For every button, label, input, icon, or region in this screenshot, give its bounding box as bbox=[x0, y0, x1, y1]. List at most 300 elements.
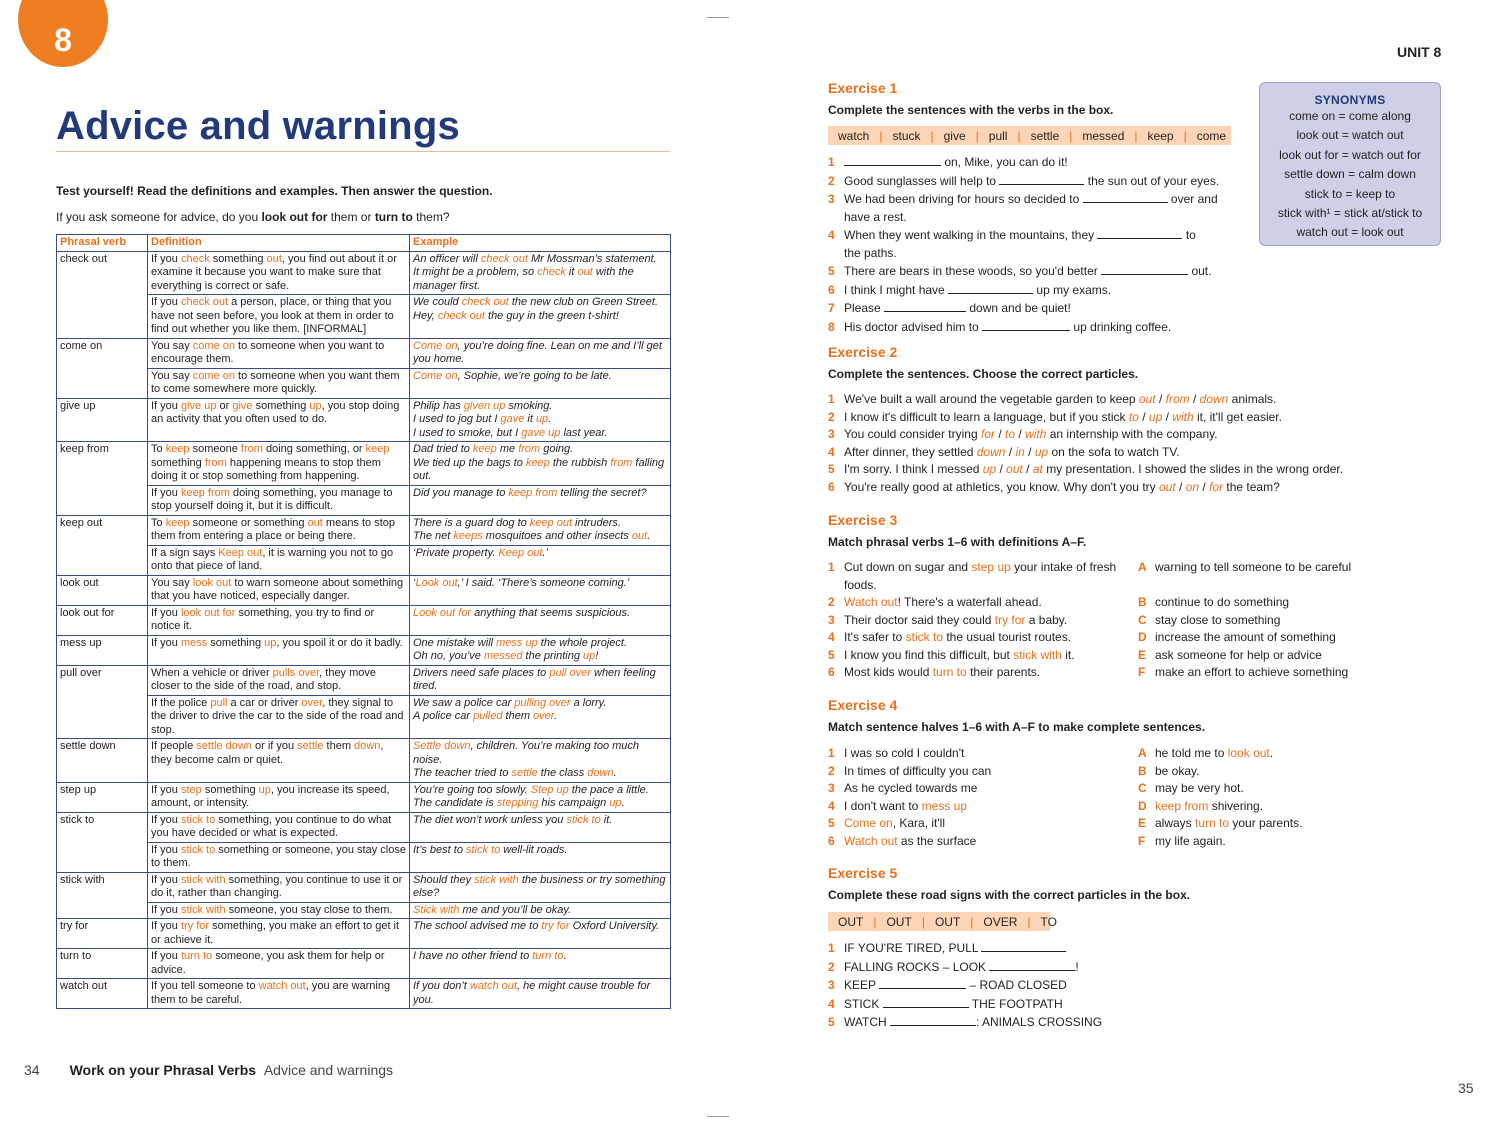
phrasal-verb-table bbox=[56, 234, 671, 1009]
list-item bbox=[828, 559, 1116, 577]
answer-blank[interactable] bbox=[883, 995, 969, 1008]
book-title: Work on your Phrasal Verbs bbox=[69, 1062, 257, 1078]
item-text: animals. bbox=[1228, 392, 1277, 406]
definition-cell: You say look out to warn someone about something that you have noticed, especially danger. bbox=[148, 575, 410, 605]
example-cell: There is a guard dog to keep out intruders. The net keeps mosquitoes and other insects out. bbox=[410, 515, 671, 545]
list-item bbox=[828, 444, 1343, 462]
item-number: 1 bbox=[828, 155, 835, 169]
table-row bbox=[57, 739, 671, 783]
item-text: a baby. bbox=[1025, 612, 1068, 627]
item-number: 5 bbox=[828, 1015, 835, 1029]
box-separator: | bbox=[1183, 128, 1187, 143]
definition-cell: If you stick with something, you continue to use it or do it, rather than changing. bbox=[148, 872, 410, 902]
verb-cell: step up bbox=[57, 782, 148, 812]
item-text: There are bears in these woods, so you'd better bbox=[844, 264, 1102, 278]
definition-item bbox=[1138, 629, 1351, 647]
item-number: 5 bbox=[828, 264, 835, 278]
particle-option[interactable]: out bbox=[1138, 392, 1156, 406]
item-text: His doctor advised him to bbox=[844, 319, 983, 334]
highlighted-phrase: turn to bbox=[932, 665, 967, 679]
sentence-half bbox=[1138, 745, 1302, 763]
box-separator: | bbox=[1017, 128, 1021, 143]
item-text: your intake of fresh bbox=[1010, 560, 1117, 574]
example-cell: One mistake will mess up the whole project. Oh no, you’ve messed the printing up! bbox=[410, 635, 671, 665]
item-text: Please bbox=[844, 301, 885, 315]
verb-cell: check out bbox=[57, 251, 148, 295]
verb-cell: settle down bbox=[57, 739, 148, 783]
item-number: 2 bbox=[828, 173, 835, 188]
item-text: the paths. bbox=[844, 245, 897, 260]
highlighted-phrase: stick to bbox=[905, 630, 943, 644]
item-text: – ROAD CLOSED bbox=[966, 978, 1067, 992]
option-separator: / bbox=[1005, 444, 1016, 459]
definition-cell: To keep someone or something out means to stop them from entering a place or being there. bbox=[148, 515, 410, 545]
item-number: 1 bbox=[828, 746, 835, 760]
test-question: If you ask someone for advice, do you look out for them or turn to them? bbox=[56, 210, 450, 224]
example-cell: Should they stick with the business or try something else? bbox=[410, 872, 671, 902]
item-number: 4 bbox=[828, 444, 835, 459]
list-item bbox=[828, 391, 1343, 409]
item-letter: D bbox=[1138, 630, 1147, 644]
highlighted-phrase: step up bbox=[971, 560, 1011, 574]
definition-cell: If you check out a person, place, or thing that you have not seen before, you look at them in order to find out whether you like them. [INFORMAL] bbox=[148, 295, 410, 339]
list-item bbox=[828, 409, 1343, 427]
item-number: 2 bbox=[828, 959, 835, 974]
item-text: As he cycled towards me bbox=[844, 781, 978, 795]
crop-mark bbox=[707, 1116, 729, 1117]
table-row bbox=[57, 398, 671, 442]
item-number: 3 bbox=[828, 192, 835, 206]
item-text: I know it's difficult to learn a language, but if you stick bbox=[844, 409, 1129, 424]
option-separator: / bbox=[1175, 479, 1186, 494]
item-letter: A bbox=[1138, 746, 1147, 760]
word-box bbox=[828, 126, 1231, 145]
item-letter: C bbox=[1138, 781, 1147, 795]
answer-blank[interactable] bbox=[981, 939, 1066, 952]
list-item bbox=[828, 745, 991, 763]
exercise-2-items bbox=[828, 391, 1343, 496]
definition-cell: If you check something out, you find out about it or examine it because you want to make sure that everything is correct or safe. bbox=[148, 251, 410, 295]
particle-option[interactable]: up bbox=[1148, 409, 1163, 424]
exercise-1-instruction: Complete the sentences with the verbs in the box. bbox=[828, 103, 1114, 117]
item-text: : ANIMALS CROSSING bbox=[976, 1015, 1103, 1029]
list-item bbox=[828, 577, 1116, 595]
item-text: ask someone for help or advice bbox=[1155, 647, 1322, 662]
item-text: When they went walking in the mountains, they bbox=[844, 228, 1098, 242]
item-text: continue to do something bbox=[1155, 595, 1290, 609]
definition-item bbox=[1138, 612, 1351, 630]
example-cell: Settle down, children. You’re making too much noise. The teacher tried to settle the class down. bbox=[410, 739, 671, 783]
list-item bbox=[828, 629, 1116, 647]
example-cell: It’s best to stick to well-lit roads. bbox=[410, 842, 671, 872]
example-cell: Did you manage to keep from telling the secret? bbox=[410, 485, 671, 515]
particle-option[interactable]: from bbox=[1165, 392, 1190, 406]
table-row bbox=[57, 251, 671, 295]
definition-cell: If you mess something up, you spoil it or do it badly. bbox=[148, 635, 410, 665]
item-text: on, Mike, you can do it! bbox=[941, 155, 1068, 169]
particle-option[interactable]: out bbox=[1158, 479, 1176, 494]
synonym-row: come on = come along bbox=[1289, 109, 1411, 123]
box-separator: | bbox=[930, 128, 934, 143]
definition-item bbox=[1138, 594, 1351, 612]
exercise-3-verbs bbox=[828, 559, 1116, 682]
table-row bbox=[57, 605, 671, 635]
answer-blank[interactable] bbox=[879, 976, 966, 989]
synonyms-title: SYNONYMS bbox=[1314, 93, 1386, 107]
list-item bbox=[828, 647, 1116, 665]
definition-cell: To keep someone from doing something, or keep something from happening means to stop them doing it or stop something from happening. bbox=[148, 442, 410, 486]
option-separator: / bbox=[996, 462, 1007, 476]
item-letter: F bbox=[1138, 665, 1146, 679]
box-word: messed bbox=[1082, 128, 1125, 143]
answer-blank[interactable] bbox=[999, 172, 1084, 185]
item-text: We've built a wall around the vegetable garden to keep bbox=[844, 392, 1139, 406]
list-item bbox=[828, 833, 991, 851]
item-text: I know you find this difficult, but bbox=[844, 647, 1014, 662]
option-separator: / bbox=[1015, 427, 1026, 441]
item-number: 8 bbox=[828, 319, 835, 334]
table-row bbox=[57, 979, 671, 1009]
table-row bbox=[57, 782, 671, 812]
item-number: 4 bbox=[828, 798, 835, 813]
highlighted-phrase: stick with bbox=[1013, 647, 1062, 662]
item-text: I was so cold I couldn't bbox=[844, 746, 965, 760]
exercise-1-items bbox=[828, 153, 1219, 336]
item-text: . bbox=[1269, 746, 1274, 760]
item-text: After dinner, they settled bbox=[844, 444, 977, 459]
example-cell: Drivers need safe places to pull over when feeling tired. bbox=[410, 665, 671, 695]
sentence-half bbox=[1138, 763, 1302, 781]
section-title: Advice and warnings bbox=[263, 1062, 394, 1078]
example-cell: If you don’t watch out, he might cause trouble for you. bbox=[410, 979, 671, 1009]
list-item bbox=[828, 426, 1343, 444]
verb-cell: watch out bbox=[57, 979, 148, 1009]
exercise-5-instruction: Complete these road signs with the correct particles in the box. bbox=[828, 888, 1191, 902]
answer-blank[interactable] bbox=[1083, 190, 1168, 203]
table-row bbox=[57, 575, 671, 605]
box-word: stuck bbox=[892, 128, 921, 143]
item-text: stay close to something bbox=[1155, 612, 1281, 627]
item-text: as the surface bbox=[897, 833, 977, 848]
item-text: have a rest. bbox=[844, 209, 907, 224]
option-separator: / bbox=[1189, 392, 1200, 406]
synonym-row: stick with¹ = stick at/stick to bbox=[1277, 205, 1423, 220]
item-text: increase the amount of something bbox=[1155, 630, 1336, 644]
item-letter: A bbox=[1138, 560, 1147, 574]
header-example: Example bbox=[410, 235, 671, 252]
item-text: KEEP bbox=[844, 978, 880, 992]
list-item bbox=[828, 939, 1102, 958]
box-separator: | bbox=[975, 128, 979, 143]
box-separator: | bbox=[1027, 914, 1031, 929]
box-separator: | bbox=[1134, 128, 1138, 143]
particle-option[interactable]: for bbox=[980, 427, 995, 441]
item-letter: F bbox=[1138, 833, 1146, 848]
item-text: the team? bbox=[1223, 479, 1280, 494]
box-word: give bbox=[943, 128, 966, 143]
crop-mark bbox=[707, 17, 729, 18]
definition-cell: If you turn to someone, you ask them for help or advice. bbox=[148, 949, 410, 979]
definition-cell: If you keep from doing something, you manage to stop yourself doing it, but it is difficult. bbox=[148, 485, 410, 515]
list-item bbox=[828, 461, 1343, 479]
table-row bbox=[57, 515, 671, 545]
verb-cell: look out for bbox=[57, 605, 148, 635]
sentence-half bbox=[1138, 780, 1302, 798]
answer-blank[interactable] bbox=[989, 958, 1075, 971]
intro-text: Test yourself! Read the definitions and examples. Then answer the question. bbox=[56, 184, 493, 198]
exercise-4-instruction: Match sentence halves 1–6 with A–F to make complete sentences. bbox=[828, 720, 1206, 734]
example-cell: We could check out the new club on Green Street. Hey, check out the guy in the green t-shirt! bbox=[410, 295, 671, 339]
verb-cell: keep from bbox=[57, 442, 148, 486]
item-number: 6 bbox=[828, 833, 835, 848]
header-phrasal-verb: Phrasal verb bbox=[57, 235, 148, 252]
table-row bbox=[57, 842, 671, 872]
item-text: it, it'll get easier. bbox=[1193, 409, 1282, 424]
list-item bbox=[828, 153, 1219, 172]
list-item bbox=[828, 976, 1102, 995]
exercise-2-heading: Exercise 2 bbox=[828, 344, 898, 360]
exercise-2-instruction: Complete the sentences. Choose the correct particles. bbox=[828, 367, 1139, 381]
item-letter: E bbox=[1138, 647, 1147, 662]
option-separator: / bbox=[1138, 409, 1149, 424]
verb-cell: stick with bbox=[57, 872, 148, 902]
particle-option[interactable]: at bbox=[1032, 462, 1043, 476]
exercise-5-heading: Exercise 5 bbox=[828, 865, 898, 881]
table-row bbox=[57, 368, 671, 398]
sentence-half bbox=[1138, 815, 1302, 833]
item-text: always bbox=[1155, 816, 1196, 830]
synonym-row: look out for = watch out for bbox=[1279, 147, 1421, 162]
item-number: 1 bbox=[828, 392, 835, 406]
table-row bbox=[57, 902, 671, 919]
item-text: , Kara, it'll bbox=[892, 816, 946, 830]
item-text: foods. bbox=[844, 577, 877, 592]
item-text: Most kids would bbox=[844, 665, 933, 679]
item-number: 4 bbox=[828, 228, 835, 242]
answer-blank[interactable] bbox=[890, 1013, 976, 1026]
exercise-4-heading: Exercise 4 bbox=[828, 697, 898, 713]
definition-cell: If you give up or give something up, you stop doing an activity that you often used to do. bbox=[148, 398, 410, 442]
item-text: make an effort to achieve something bbox=[1155, 665, 1349, 679]
table-row bbox=[57, 545, 671, 575]
answer-blank[interactable] bbox=[1097, 226, 1182, 239]
definition-cell: If you stick with someone, you stay close to them. bbox=[148, 902, 410, 919]
table-row bbox=[57, 949, 671, 979]
item-text: STICK bbox=[844, 996, 883, 1011]
box-word: TO bbox=[1040, 914, 1057, 929]
box-separator: | bbox=[879, 128, 883, 143]
box-word: OUT bbox=[838, 914, 864, 929]
item-text: the sun out of your eyes. bbox=[1084, 173, 1220, 188]
highlighted-phrase: look out bbox=[1227, 746, 1270, 760]
list-item bbox=[828, 172, 1219, 191]
item-text: I don't want to bbox=[844, 798, 922, 813]
item-number: 4 bbox=[828, 996, 835, 1011]
box-word: OVER bbox=[983, 914, 1018, 929]
verb-cell: try for bbox=[57, 919, 148, 949]
verb-cell: give up bbox=[57, 398, 148, 442]
item-number: 6 bbox=[828, 665, 835, 679]
list-item bbox=[828, 594, 1116, 612]
synonym-row: watch out = look out bbox=[1296, 225, 1404, 240]
verb-cell: keep out bbox=[57, 515, 148, 545]
option-separator: / bbox=[1162, 409, 1173, 424]
sentence-half bbox=[1138, 798, 1302, 816]
box-separator: | bbox=[1069, 128, 1073, 143]
definition-cell: If people settle down or if you settle them down, they become calm or quiet. bbox=[148, 739, 410, 783]
box-word: keep bbox=[1147, 128, 1174, 143]
list-item bbox=[828, 763, 991, 781]
definition-item bbox=[1138, 664, 1351, 682]
particle-option[interactable]: down bbox=[1199, 392, 1229, 406]
box-separator: | bbox=[873, 914, 877, 929]
item-letter: B bbox=[1138, 763, 1147, 778]
particle-option[interactable]: to bbox=[1005, 427, 1016, 441]
particle-option[interactable]: with bbox=[1025, 427, 1047, 441]
item-text: shivering. bbox=[1208, 798, 1264, 813]
definition-cell: If you stick to something or someone, you stay close to them. bbox=[148, 842, 410, 872]
particle-option[interactable]: in bbox=[1015, 444, 1025, 459]
table-header-row bbox=[57, 235, 671, 252]
item-text: down and be quiet! bbox=[966, 301, 1071, 315]
item-number: 6 bbox=[828, 282, 835, 297]
list-item bbox=[828, 612, 1116, 630]
table-row bbox=[57, 665, 671, 695]
definition-cell: If a sign says Keep out, it is warning you not to go onto that piece of land. bbox=[148, 545, 410, 575]
particle-option[interactable]: on bbox=[1185, 479, 1200, 494]
example-cell: The diet won’t work unless you stick to it. bbox=[410, 812, 671, 842]
item-text: up drinking coffee. bbox=[1070, 319, 1172, 334]
answer-blank[interactable] bbox=[1101, 262, 1188, 275]
box-word: settle bbox=[1030, 128, 1060, 143]
item-text: he told me to bbox=[1155, 746, 1228, 760]
answer-blank[interactable] bbox=[844, 153, 941, 166]
particle-option[interactable]: to bbox=[1128, 409, 1139, 424]
item-text: IF YOU'RE TIRED, PULL bbox=[844, 941, 982, 955]
list-item bbox=[828, 995, 1102, 1014]
highlighted-phrase: keep from bbox=[1155, 798, 1209, 813]
item-text: the usual tourist routes. bbox=[943, 630, 1072, 644]
table-row bbox=[57, 812, 671, 842]
table-row bbox=[57, 635, 671, 665]
box-separator: | bbox=[921, 914, 925, 929]
item-number: 2 bbox=[828, 409, 835, 424]
box-word: watch bbox=[838, 128, 870, 143]
item-text: my life again. bbox=[1155, 833, 1226, 848]
box-word: OUT bbox=[934, 914, 961, 929]
item-letter: C bbox=[1138, 612, 1147, 627]
particle-option[interactable]: for bbox=[1209, 479, 1224, 494]
particle-option[interactable]: up bbox=[1034, 444, 1049, 459]
example-cell: Come on, Sophie, we’re going to be late. bbox=[410, 368, 671, 398]
item-number: 5 bbox=[828, 816, 835, 830]
definition-item bbox=[1138, 577, 1351, 595]
unit-label: UNIT 8 bbox=[1397, 44, 1442, 60]
item-number: 3 bbox=[828, 612, 835, 627]
verb-cell: come on bbox=[57, 338, 148, 368]
example-cell: ‘Private property. Keep out.’ bbox=[410, 545, 671, 575]
list-item bbox=[828, 780, 991, 798]
definition-cell: You say come on to someone when you want them to come somewhere more quickly. bbox=[148, 368, 410, 398]
synonyms-box bbox=[1259, 82, 1441, 246]
particle-option[interactable]: with bbox=[1172, 409, 1194, 424]
example-cell: Come on, you’re doing fine. Lean on me and I’ll get you home. bbox=[410, 338, 671, 368]
list-item bbox=[828, 281, 1219, 300]
verb-cell: stick to bbox=[57, 812, 148, 842]
particle-option[interactable]: up bbox=[982, 462, 997, 476]
item-letter: E bbox=[1138, 816, 1147, 830]
option-separator: / bbox=[1155, 392, 1166, 406]
item-text: warning to tell someone to be careful bbox=[1155, 560, 1352, 574]
item-text: In times of difficulty you can bbox=[844, 763, 992, 778]
item-text: WATCH bbox=[844, 1015, 890, 1029]
item-number: 5 bbox=[828, 462, 835, 476]
unit-number-badge: 8 bbox=[18, 0, 108, 67]
table-row bbox=[57, 872, 671, 902]
item-text: my presentation. I showed the slides in the wrong order. bbox=[1042, 462, 1344, 476]
list-item bbox=[828, 958, 1102, 977]
list-item bbox=[828, 798, 991, 816]
item-number: 1 bbox=[828, 560, 835, 574]
verb-cell: turn to bbox=[57, 949, 148, 979]
verb-cell: look out bbox=[57, 575, 148, 605]
highlighted-phrase: try for bbox=[994, 612, 1026, 627]
item-number: 1 bbox=[828, 941, 835, 955]
item-text: your parents. bbox=[1229, 816, 1303, 830]
item-text: over and bbox=[1167, 192, 1218, 206]
exercise-5-items bbox=[828, 939, 1102, 1032]
box-word: come bbox=[1196, 128, 1227, 143]
item-number: 6 bbox=[828, 479, 835, 494]
answer-blank[interactable] bbox=[884, 299, 966, 312]
item-text: ! There's a waterfall ahead. bbox=[897, 595, 1042, 609]
exercise-3-instruction: Match phrasal verbs 1–6 with definitions A–F. bbox=[828, 535, 1087, 549]
item-text: You could consider trying bbox=[844, 427, 981, 441]
verb-cell: pull over bbox=[57, 665, 148, 695]
particle-option[interactable]: down bbox=[976, 444, 1006, 459]
list-item bbox=[828, 664, 1116, 682]
particle-option[interactable]: out bbox=[1006, 462, 1023, 476]
table-row bbox=[57, 485, 671, 515]
item-text: out. bbox=[1188, 264, 1212, 278]
answer-blank[interactable] bbox=[982, 318, 1070, 331]
item-text: You're really good at athletics, you know. Why don't you try bbox=[844, 479, 1159, 494]
table-row bbox=[57, 295, 671, 339]
exercise-1-heading: Exercise 1 bbox=[828, 80, 898, 96]
definition-cell: If you look out for something, you try to find or notice it. bbox=[148, 605, 410, 635]
definition-cell: If the police pull a car or driver over, they signal to the driver to drive the car to the side of the road and stop. bbox=[148, 695, 410, 739]
item-text: an internship with the company. bbox=[1046, 427, 1218, 441]
exercise-4-second-halves bbox=[1138, 745, 1302, 850]
item-text: Cut down on sugar and bbox=[844, 560, 972, 574]
box-word: pull bbox=[988, 128, 1008, 143]
item-number: 3 bbox=[828, 978, 835, 992]
item-number: 7 bbox=[828, 301, 835, 315]
highlighted-phrase: turn to bbox=[1195, 816, 1230, 830]
sentence-half bbox=[1138, 833, 1302, 851]
example-cell: Dad tried to keep me from going. We tied up the bags to keep the rubbish from falling out. bbox=[410, 442, 671, 486]
table-row bbox=[57, 338, 671, 368]
item-text: ! bbox=[1075, 959, 1079, 974]
list-item bbox=[828, 318, 1219, 337]
example-cell: You’re going too slowly. Step up the pace a little. The candidate is stepping his campaign up. bbox=[410, 782, 671, 812]
page-footer bbox=[24, 1062, 393, 1078]
option-separator: / bbox=[1199, 479, 1210, 494]
definition-cell: You say come on to someone when you want to encourage them. bbox=[148, 338, 410, 368]
page-number: 35 bbox=[1458, 1080, 1474, 1096]
synonym-row: settle down = calm down bbox=[1284, 167, 1416, 182]
answer-blank[interactable] bbox=[948, 281, 1033, 294]
